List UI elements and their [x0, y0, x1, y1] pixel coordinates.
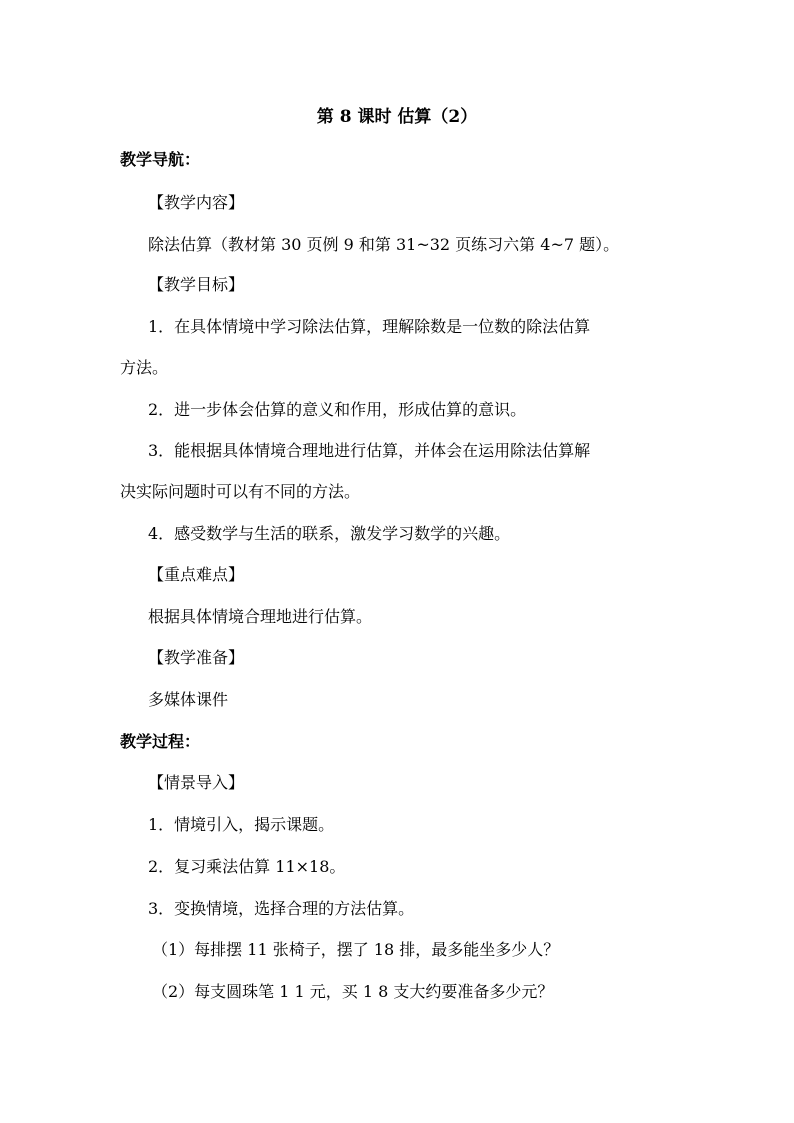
goal-1-line-1: 1．在具体情境中学习除法估算，理解除数是一位数的除法估算 — [148, 317, 591, 336]
goal-4: 4．感受数学与生活的联系，激发学习数学的兴趣。 — [148, 524, 511, 543]
step-3: 3．变换情境，选择合理的方法估算。 — [148, 899, 415, 918]
scene-intro-heading: 【情景导入】 — [148, 773, 245, 792]
goal-3-line-1: 3．能根据具体情境合理地进行估算，并体会在运用除法估算解 — [148, 441, 591, 460]
teaching-prep-heading: 【教学准备】 — [148, 648, 245, 667]
teaching-nav-heading: 教学导航： — [120, 150, 201, 169]
question-1: （1）每排摆 11 张椅子，摆了 18 排，最多能坐多少人？ — [152, 940, 560, 959]
goal-1-line-2: 方法。 — [120, 358, 169, 377]
key-points-text: 根据具体情境合理地进行估算。 — [148, 607, 373, 626]
teaching-goals-heading: 【教学目标】 — [148, 275, 245, 294]
teaching-prep-text: 多媒体课件 — [148, 690, 229, 709]
key-points-heading: 【重点难点】 — [148, 565, 245, 584]
teaching-content-heading: 【教学内容】 — [148, 193, 245, 212]
teaching-content-text: 除法估算（教材第 30 页例 9 和第 31~32 页练习六第 4~7 题）。 — [148, 235, 620, 254]
question-2: （2）每支圆珠笔 1 1 元，买 1 8 支大约要准备多少元？ — [152, 982, 554, 1001]
goal-2: 2．进一步体会估算的意义和作用，形成估算的意识。 — [148, 400, 527, 419]
lesson-title: 第 8 课时 估算（2） — [316, 107, 478, 127]
step-1: 1．情境引入，揭示课题。 — [148, 815, 335, 834]
goal-3-line-2: 决实际问题时可以有不同的方法。 — [120, 482, 361, 501]
step-2: 2．复习乘法估算 11×18。 — [148, 857, 346, 876]
teaching-process-heading: 教学过程： — [120, 732, 201, 751]
